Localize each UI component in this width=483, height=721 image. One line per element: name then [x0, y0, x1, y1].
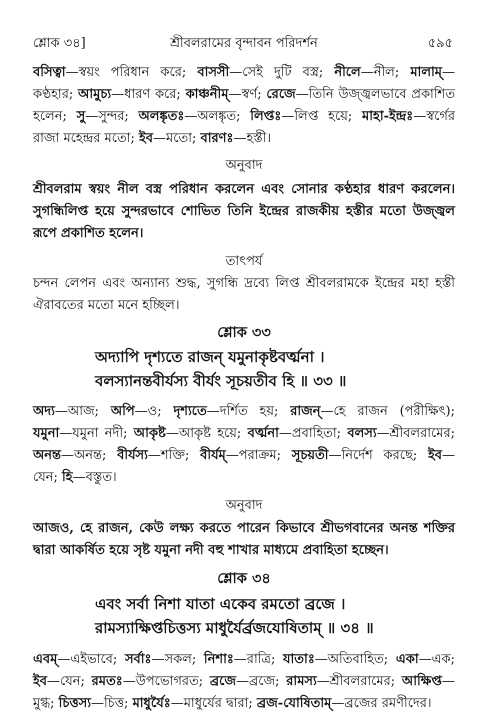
purport-line: চন্দন লেপন এবং অন্যান্য শুদ্ধ, সুগন্ধি দ্রব্যে লিপ্ত শ্রীবলরামকে ইন্দ্রের মহা হস্তী [33, 276, 455, 291]
synonym-term: অদ্য [33, 404, 55, 419]
synonym-gloss: —আকৃষ্ট হয়ে; [165, 426, 248, 441]
synonym-term: নিশাঃ [203, 652, 234, 667]
synonyms-block [33, 401, 455, 489]
synonym-term: বর্ত্মনা [247, 426, 279, 441]
verse-line: বলস্যানন্তবীর্যস্য বীর্যং সূচয়তীব হি ॥ ৩৩ ॥ [95, 372, 347, 390]
synonym-term: সূচয়তী [291, 448, 329, 463]
synonyms-line [33, 423, 455, 445]
synonym-gloss: —সুন্দর; [85, 109, 139, 124]
synonym-gloss: —লিপ্ত হয়ে; [281, 109, 362, 124]
synonyms-line [33, 128, 455, 150]
synonym-gloss: —ব্রজের রমণীদের। [331, 696, 432, 711]
verse-text [33, 345, 455, 393]
verse-heading: শ্লোক ৩৩ [217, 324, 271, 341]
synonym-gloss: মুগ্ধ; [33, 696, 59, 711]
synonym-gloss: —সকল; [151, 652, 204, 667]
synonym-gloss: কণ্ঠহার; [33, 87, 78, 102]
translation-heading: অনুবাদ [225, 158, 263, 173]
synonym-gloss: —অতিবাহিত; [314, 652, 396, 667]
synonym-term: মালাম্ [410, 65, 443, 80]
synonym-term: অলঙ্কৃতঃ [138, 109, 185, 124]
synonym-gloss: —নির্দেশ করছে; [328, 448, 428, 463]
synonym-gloss: —চিত্ত; [91, 696, 133, 711]
translation-line: সুগন্ধিলিপ্ত হয়ে সুন্দরভাবে শোভিত তিনি ইন্দ্রের রাজকীয় হস্তীর মতো উজ্জ্বল [33, 204, 455, 219]
synonym-term: ইব [139, 131, 154, 146]
synonym-gloss: রাজা মহেন্দ্রর মতো; [33, 131, 140, 146]
synonym-gloss: —আজ; [54, 404, 111, 419]
synonym-gloss: —স্বর্ণ; [228, 87, 267, 102]
synonyms-line [33, 467, 455, 489]
synonym-gloss: —ও; [134, 404, 174, 419]
synonym-term: বীর্যম্ [200, 448, 226, 463]
verse-line: অদ্যাপি দৃশ্যতে রাজন্ যমুনাকৃষ্টবর্ত্মনা । [95, 348, 325, 366]
synonym-term: নীলে [334, 65, 361, 80]
synonyms-line [33, 693, 455, 715]
translation-block [33, 179, 455, 245]
synonym-gloss: — [442, 448, 455, 463]
synonym-gloss: —শ্রীবলরামের; [376, 426, 455, 441]
synonyms-line [33, 401, 455, 423]
synonym-gloss: — [442, 65, 456, 80]
synonym-gloss: —ধারণ করে; [111, 87, 186, 102]
synonym-term: সর্বাঃ [124, 652, 152, 667]
running-head-verse-ref: শ্লোক ৩৪] [33, 36, 86, 51]
synonym-gloss: —স্বর্গের [413, 109, 456, 124]
synonyms-line [33, 62, 455, 84]
synonym-term: অপি [110, 404, 135, 419]
synonym-gloss: —শ্রীবলরামের; [316, 674, 402, 689]
synonym-term: বাসসী [197, 65, 230, 80]
synonym-gloss: —রাত্রি; [233, 652, 284, 667]
synonym-gloss: —এইভাবে; [57, 652, 125, 667]
running-head [33, 33, 455, 55]
synonym-gloss: —তিনি উজ্জ্বলভাবে প্রকাশিত [295, 87, 455, 102]
synonym-gloss: —সেই দুটি বস্ত্র; [229, 65, 335, 80]
synonym-gloss: —নীল; [360, 65, 411, 80]
synonym-gloss: —উপভোগরত; [122, 674, 210, 689]
synonym-gloss: —হস্তী। [233, 131, 271, 146]
synonym-term: ইব [33, 674, 47, 689]
synonym-term: কাঞ্চনীম্ [185, 87, 229, 102]
synonyms-line [33, 84, 455, 106]
translation-line: আজও, হে রাজন, কেউ লক্ষ্য করতে পারেন কিভাবে শ্রীভগবানের অনন্ত শক্তির [33, 521, 455, 536]
synonym-term: রেজে [266, 87, 296, 102]
synonym-term: রামস্য [286, 674, 317, 689]
synonym-term: যাতাঃ [283, 652, 315, 667]
synonym-gloss: —পরাক্রম; [225, 448, 292, 463]
synonym-gloss: —বস্তুত। [72, 470, 117, 485]
synonyms-block [33, 62, 455, 150]
synonym-gloss: যেন; [33, 470, 63, 485]
synonym-gloss: —দর্শিত হয়; [206, 404, 291, 419]
synonym-term: দৃশ্যতে [173, 404, 207, 419]
synonyms-block [33, 649, 455, 715]
synonym-term: এবম্ [33, 652, 58, 667]
translation-block [33, 518, 455, 562]
translation-line: দ্বারা আকর্ষিত হয়ে সৃষ্ট যমুনা নদী বহু শাখার মাধ্যমে প্রবাহিতা হচ্ছেন। [33, 543, 389, 558]
synonym-term: অনন্ত [33, 448, 61, 463]
synonym-gloss: —এক; [418, 652, 455, 667]
synonym-term: ইব [428, 448, 442, 463]
synonym-term: ব্রজ-যোষিতাম্ [256, 696, 332, 711]
chapter-title: শ্রীবলরামের বৃন্দাবন পরিদর্শন [170, 36, 318, 51]
translation-heading: অনুবাদ [225, 498, 263, 513]
translation-line: শ্রীবলরাম স্বয়ং নীল বস্ত্র পরিধান করলেন এবং সোনার কণ্ঠহার ধারণ করলেন। [33, 182, 455, 197]
synonym-term: আক্ষিপ্ত [401, 674, 442, 689]
synonym-gloss: —শক্তি; [147, 448, 201, 463]
synonym-gloss: —প্রবাহিতা; [278, 426, 348, 441]
synonym-gloss: —ব্রজে; [236, 674, 287, 689]
synonym-gloss: —স্বয়ং পরিধান করে; [65, 65, 198, 80]
synonym-term: বলস্য [347, 426, 377, 441]
synonyms-line [33, 671, 455, 693]
purport-block [33, 273, 455, 317]
synonym-term: মাধুর্যৈঃ [132, 696, 171, 711]
synonym-term: রাজন্ [290, 404, 321, 419]
synonym-term: আকৃষ্ট [133, 426, 166, 441]
synonym-term: রমতঃ [91, 674, 123, 689]
synonym-term: লিপ্তঃ [250, 109, 282, 124]
synonym-term: বীর্যস্য [117, 448, 148, 463]
synonym-gloss: —হে রাজন (পরীক্ষিৎ); [320, 404, 455, 419]
verse-line: এবং সর্বা নিশা যাতা একেব রমতো ব্রজে । [95, 595, 346, 613]
purport-heading: তাৎপর্য [225, 254, 263, 269]
purport-line: ঐরাবতের মতো মনে হচ্ছিল। [33, 298, 180, 313]
synonym-gloss: —মতো; [153, 131, 201, 146]
synonym-term: চিত্তস্য [58, 696, 92, 711]
synonym-term: আমুচ্য [77, 87, 112, 102]
synonym-term: বারণঃ [200, 131, 234, 146]
synonym-term: ব্রজে [209, 674, 237, 689]
verse-line: রামস্যাক্ষিপ্তচিত্তস্য মাধুর্যৈর্ব্রজযোষিতাম্ ॥ ৩৪ ॥ [95, 619, 374, 637]
synonym-gloss: —মাধুর্যের দ্বারা; [170, 696, 257, 711]
translation-line: রূপে প্রকাশিত হলেন। [33, 226, 144, 241]
synonyms-line [33, 649, 455, 671]
synonyms-line [33, 106, 455, 128]
verse-heading: শ্লোক ৩৪ [217, 570, 271, 587]
synonym-term: যমুনা [33, 426, 60, 441]
synonym-term: মাহা-ইন্দ্রঃ [362, 109, 414, 124]
synonym-term: বসিত্বা [33, 65, 66, 80]
synonym-gloss: —যমুনা নদী; [59, 426, 134, 441]
synonym-term: একা [395, 652, 419, 667]
synonym-gloss: —অলঙ্কৃত; [184, 109, 251, 124]
synonym-term: হি [62, 470, 73, 485]
page-number: ৫৯৫ [427, 36, 453, 51]
synonym-gloss: —অনন্ত; [60, 448, 118, 463]
synonym-gloss: — [441, 674, 455, 689]
verse-text [33, 592, 455, 640]
synonym-term: সু [76, 109, 86, 124]
synonyms-line [33, 445, 455, 467]
synonym-gloss: হলেন; [33, 109, 77, 124]
synonym-gloss: —যেন; [47, 674, 92, 689]
